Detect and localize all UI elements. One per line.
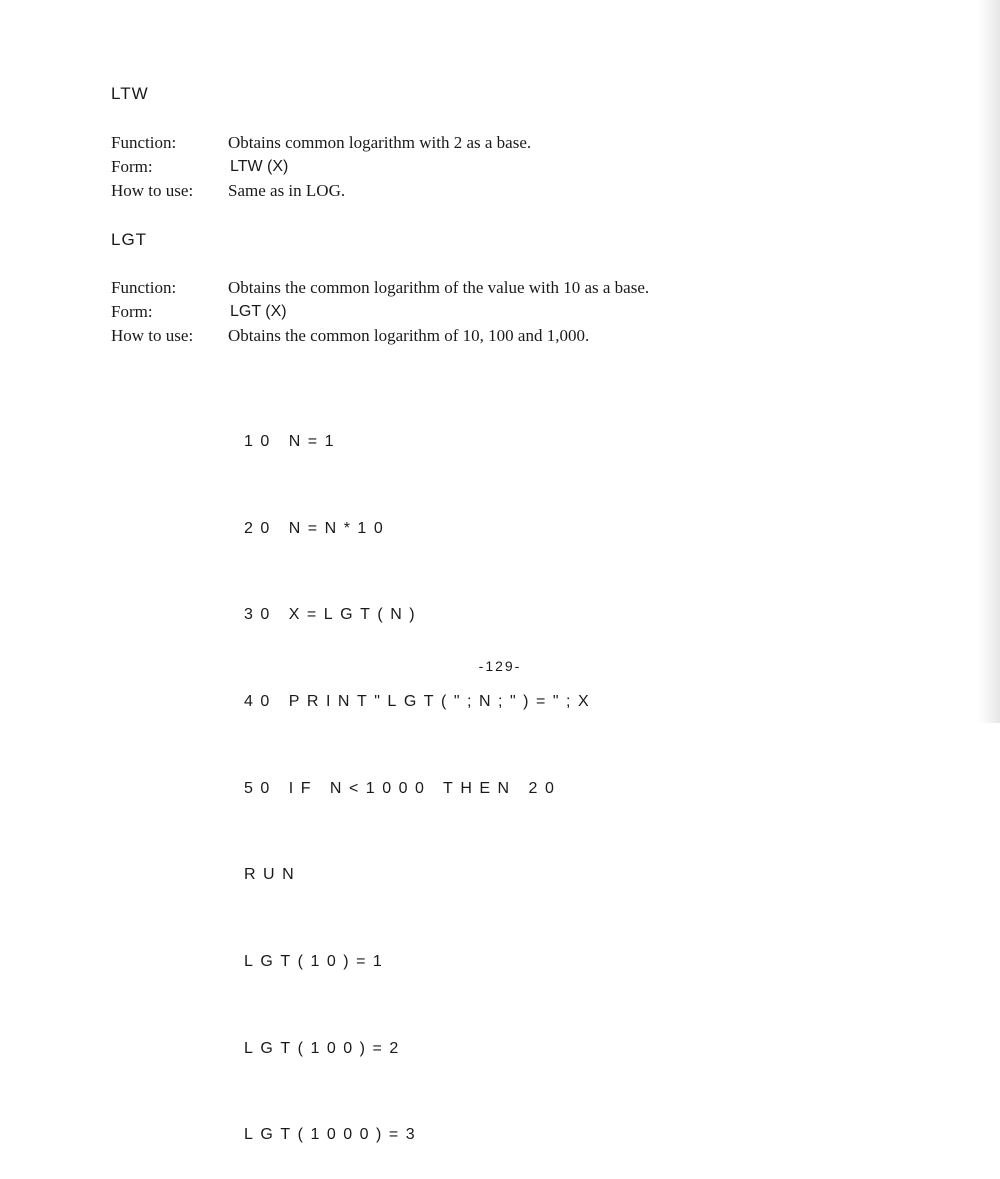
- code-line: RUN: [244, 866, 302, 884]
- form-text: LTW (X): [230, 158, 289, 175]
- how-label: How to use:: [111, 181, 194, 200]
- function-text: Obtains the common logarithm of the value with 10 as a base.: [228, 278, 650, 297]
- code-line: 30 X=LGT(N): [244, 606, 423, 624]
- function-label: Function:: [111, 278, 177, 297]
- function-text: Obtains common logarithm with 2 as a base.: [228, 133, 532, 152]
- form-label: Form:: [111, 302, 153, 321]
- basic-code-listing: [244, 370, 596, 1179]
- page-number: -129-: [478, 658, 522, 674]
- code-line: 50 IF N<1000 THEN 20: [244, 779, 562, 797]
- output-line: LGT(1000)=3: [244, 1126, 423, 1144]
- function-label: Function:: [111, 133, 177, 152]
- code-line: 20 N=N*10: [244, 519, 391, 537]
- code-line: 10 N=1: [244, 432, 342, 450]
- output-line: LGT(100)=2: [244, 1039, 406, 1057]
- code-line: 40 PRINT"LGT(";N;")=";X: [244, 692, 597, 710]
- form-text: LGT (X): [230, 303, 287, 320]
- how-label: How to use:: [111, 326, 194, 345]
- section-heading-ltw: LTW: [111, 84, 149, 103]
- how-text: Same as in LOG.: [228, 181, 346, 200]
- page-edge-shadow: [978, 0, 1000, 723]
- how-text: Obtains the common logarithm of 10, 100 and 1,000.: [228, 326, 590, 345]
- output-line: LGT(10)=1: [244, 953, 390, 971]
- section-heading-lgt: LGT: [111, 230, 148, 249]
- form-label: Form:: [111, 157, 153, 176]
